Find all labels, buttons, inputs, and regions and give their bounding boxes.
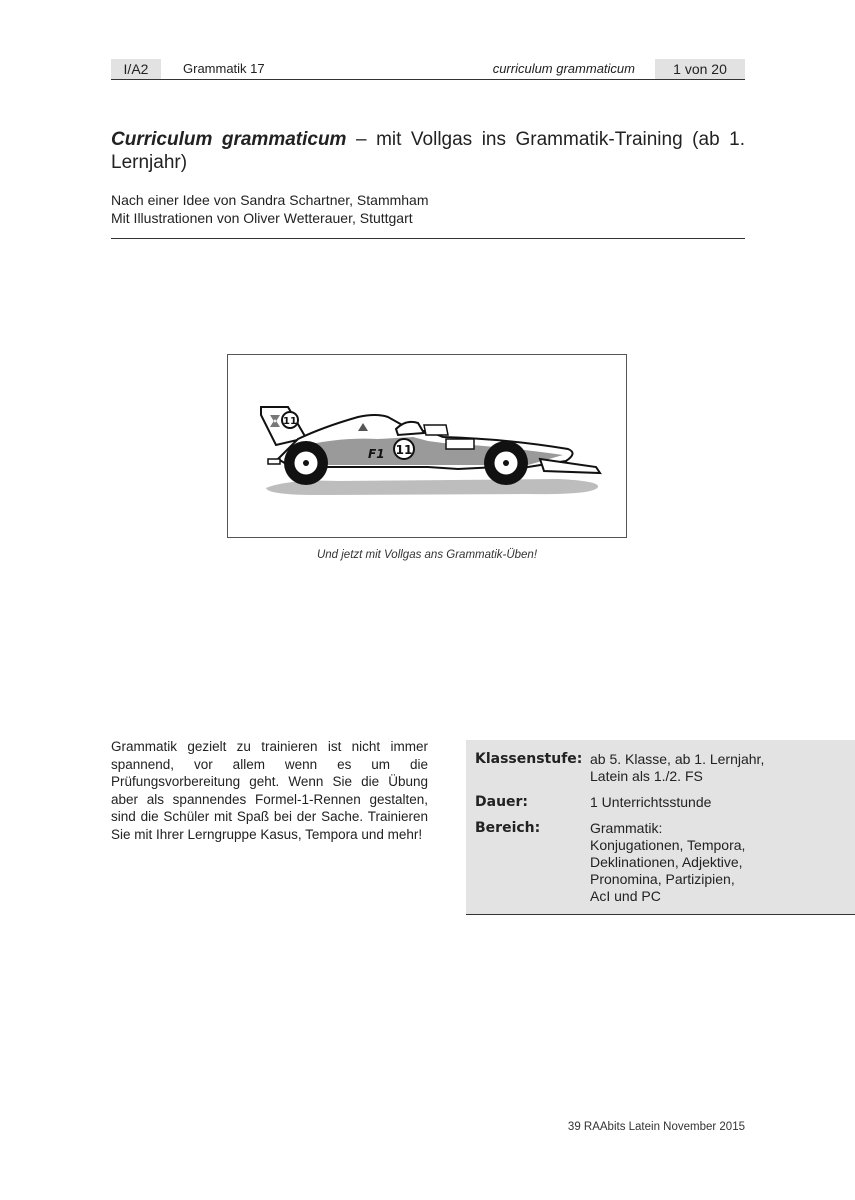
info-value-line: 1 Unterrichtsstunde (590, 794, 712, 810)
front-wing (540, 459, 600, 473)
page-title-rest: – mit Vollgas ins Grammatik-Training (ab 1. Lernjahr) (111, 129, 745, 173)
sponsor-panel (446, 439, 474, 449)
header-series: curriculum grammaticum (492, 61, 635, 76)
info-label-dauer: Dauer: (475, 794, 529, 810)
intro-paragraph: Grammatik gezielt zu trainieren ist nicht immer spannend, vor allem wenn es um die Prüfungsvorbereitung geht. Wenn Sie die Übung aber als spannendes Formel-1-Rennen gestalten, sind die Schüler mit Spaß bei der Sache. Trainieren Sie mit Ihrer Lerngruppe Kasus, Tempora und mehr! (111, 739, 428, 842)
credits (111, 191, 745, 227)
illustration-caption: Und jetzt mit Vollgas ans Grammatik-Üben! (316, 549, 538, 561)
page-title (111, 128, 745, 174)
info-value-line: AcI und PC (590, 888, 661, 904)
race-car-illustration (227, 354, 627, 538)
info-value-klassenstufe (590, 751, 845, 785)
info-label-bereich: Bereich: (475, 820, 541, 836)
rear-wing-number: 11 (283, 416, 297, 427)
footer-source: 39 RAAbits Latein November 2015 (567, 1121, 745, 1133)
rear-wheel-hub (303, 460, 309, 466)
page-title-bold: Curriculum grammaticum (111, 129, 347, 150)
info-value-bereich (590, 820, 845, 905)
info-label-klassenstufe: Klassenstufe: (475, 751, 583, 767)
info-value-line: Pronomina, Partizipien, (590, 871, 735, 887)
side-number: 11 (395, 443, 413, 457)
info-value-line: Latein als 1./2. FS (590, 768, 703, 784)
header-unit-code: I/A2 (111, 59, 161, 79)
info-value-line: Grammatik: (590, 820, 663, 836)
credit-illustrations: Mit Illustrationen von Oliver Wetterauer, Stuttgart (111, 210, 413, 226)
title-divider (111, 238, 745, 239)
exhaust (268, 459, 280, 464)
header-title: Grammatik 17 (183, 61, 265, 76)
info-value-line: ab 5. Klasse, ab 1. Lernjahr, (590, 751, 765, 767)
info-box-divider (466, 914, 855, 915)
credit-idea: Nach einer Idee von Sandra Schartner, Stammham (111, 192, 429, 208)
front-wheel-hub (503, 460, 509, 466)
info-value-line: Konjugationen, Tempora, (590, 837, 746, 853)
info-value-line: Deklinationen, Adjektive, (590, 854, 743, 870)
race-car-drawing (228, 355, 628, 539)
header-page-number: 1 von 20 (655, 59, 745, 79)
header-divider (111, 79, 745, 80)
windscreen (424, 425, 448, 435)
info-value-dauer (590, 794, 845, 811)
f1-label: F1 (368, 447, 385, 461)
